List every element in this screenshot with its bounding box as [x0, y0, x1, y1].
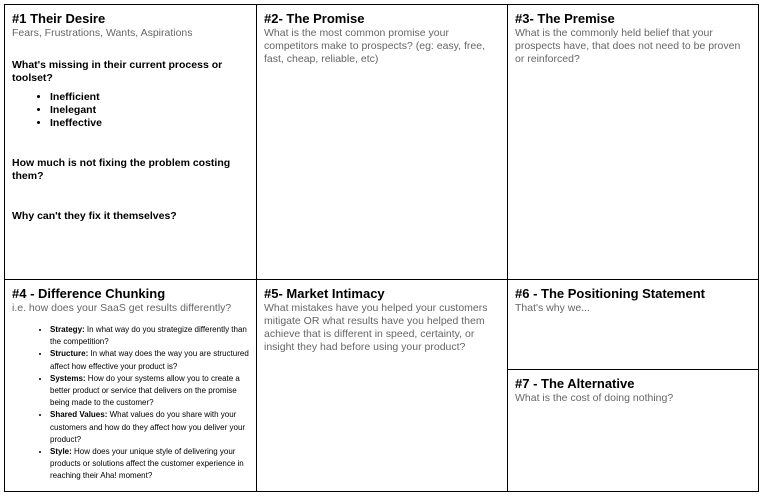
list-item: [50, 409, 250, 446]
list-item: • Inelegant: [50, 104, 250, 117]
list-item: • Inefficient: [50, 91, 250, 104]
cell-market-intimacy: [257, 280, 507, 491]
item-label: Shared Values:: [50, 410, 108, 420]
item-label: Systems:: [50, 373, 86, 383]
cell-subtitle: What is the most common promise your competitors make to prospects? (eg: easy, free, fast, cheap, reliable, etc): [264, 27, 485, 65]
item-label: Strategy:: [50, 325, 85, 334]
list-item: [50, 446, 250, 483]
cell-their-desire: [5, 5, 256, 279]
cell-title: #1 Their Desire: [12, 11, 106, 26]
cell-title: #4 - Difference Chunking: [12, 286, 166, 301]
cell-positioning-statement: [508, 280, 758, 369]
question-missing: What's missing in their current process or toolset?: [12, 59, 223, 84]
cell-title: #3- The Premise: [515, 11, 615, 26]
cell-difference-chunking: [5, 280, 256, 491]
bullet-list: [12, 91, 250, 130]
list-item: [50, 348, 250, 372]
question-cost: How much is not fixing the problem costing them?: [12, 157, 231, 182]
item-text: How do your systems allow you to create a better product or service that delivers on the promise being made to the customer?: [50, 373, 240, 408]
cell-title: #2- The Promise: [264, 11, 365, 26]
canvas-grid: [4, 4, 759, 492]
item-label: Style:: [50, 447, 72, 457]
item-text: What values do you share with your customers and how do they affect how you deliver your product?: [50, 410, 246, 444]
cell-title: #7 - The Alternative: [515, 376, 635, 391]
list-item: • Ineffective: [50, 117, 250, 130]
question-fix: Why can't they fix it themselves?: [12, 210, 177, 222]
cell-the-premise: [508, 5, 758, 279]
cell-subtitle: That's why we...: [515, 302, 590, 314]
cell-subtitle: Fears, Frustrations, Wants, Aspirations: [12, 27, 193, 39]
cell-the-promise: [257, 5, 507, 279]
item-text: In what way does the way you are structured affect how effective your product is?: [50, 349, 249, 371]
item-label: Structure:: [50, 349, 89, 359]
cell-title: #6 - The Positioning Statement: [515, 286, 705, 301]
chunking-list: [12, 324, 250, 483]
cell-subtitle: What is the cost of doing nothing?: [515, 392, 674, 404]
list-item: [50, 324, 250, 348]
cell-subtitle: What mistakes have you helped your customers mitigate OR what results have you helped them achieve that is different in speed, certainty, or insight they had before using your product?: [264, 302, 488, 353]
cell-subtitle: What is the commonly held belief that your prospects have, that does not need to be proven or reinforced?: [515, 27, 741, 65]
cell-title: #5- Market Intimacy: [264, 286, 385, 301]
item-text: How does your unique style of delivering your products or solutions affect the customer experience in reaching their Aha! moment?: [50, 447, 244, 481]
item-text: In what way do you strategize differently than the competition?: [50, 325, 247, 347]
list-item: [50, 373, 250, 410]
cell-subtitle: i.e. how does your SaaS get results differently?: [12, 302, 232, 314]
cell-the-alternative: [508, 370, 758, 491]
